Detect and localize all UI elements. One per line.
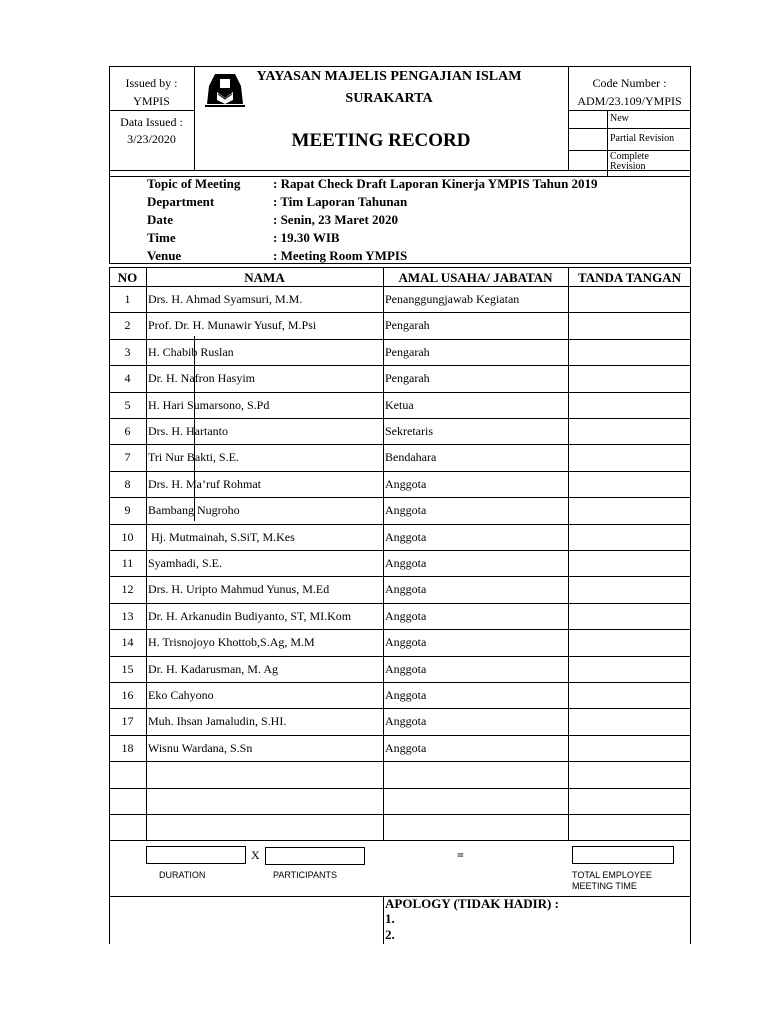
issued-by-value: YMPIS <box>133 94 170 108</box>
cell-no: 3 <box>124 344 131 359</box>
cell-signature[interactable] <box>569 815 689 839</box>
participants-input[interactable] <box>265 847 365 865</box>
date-issued-label: Data Issued : <box>120 115 183 129</box>
cell-signature[interactable] <box>569 287 689 311</box>
cell-nama: Bambang Nugroho <box>148 503 240 518</box>
table-row <box>109 550 691 576</box>
table-row <box>109 524 691 550</box>
cell-signature[interactable] <box>569 445 689 469</box>
cell-signature[interactable] <box>569 604 689 628</box>
times-sign: X <box>251 848 260 862</box>
col-header-jabatan: AMAL USAHA/ JABATAN <box>398 270 553 285</box>
cell-jabatan: Penanggungjawab Kegiatan <box>385 292 520 306</box>
cell-signature[interactable] <box>569 736 689 760</box>
cell-jabatan: Bendahara <box>385 450 437 465</box>
apology-item-1: 1. <box>385 911 395 926</box>
col-header-nama: NAMA <box>244 270 285 285</box>
cell-nama: H. Chabib Ruslan <box>148 344 234 359</box>
cell-signature[interactable] <box>569 683 689 707</box>
cell-no: 1 <box>124 292 131 306</box>
cell-jabatan: Anggota <box>385 582 427 597</box>
apology-title: APOLOGY (TIDAK HADIR) : <box>385 896 559 911</box>
cell-signature[interactable] <box>569 313 689 337</box>
table-row <box>109 312 691 338</box>
equals-sign: = <box>457 848 464 862</box>
code-number-value: ADM/23.109/YMPIS <box>577 94 682 108</box>
meeting-record-form: Issued by : YMPIS Data Issued : 3/23/2020 YAYASAN MAJELIS PENGAJIAN ISLAM SURAKARTA MEETING RECORD Code Number : ADM/23.109/YMPIS New Partial Revision Complete Revision Topic of Meeting : Rapat Check Draft Laporan Kinerja YMPIS Tahun 2019 Department : Tim Laporan Tahunan Date : Senin, 23 Maret 2020 Time : 19.30 WIB Venue : Meeting Room YMPIS NO NAMA AMAL USAHA/ JABATAN TANDA TANGAN 1 Drs. H. Ahmad Syamsuri, M.M. Penanggungjawab Kegiatan 2 Prof. Dr. H. Munawir Yusuf, M.Psi Pengarah 3 H. Chabib Ruslan Pengarah 4 Dr. H. Nafron Hasyim Pengarah 5 H. Hari Sumarsono, S.Pd Ketua 6 Drs. H. Hartanto Sekretaris 7 Tri Nur Bakti, S.E. Bendahara 8 Drs. H. Ma’ruf Rohmat Anggota 9 Bambang Nugroho Anggota 10 Hj. Mutmainah, S.SiT, M.Kes Anggota 11 Syamhadi, S.E. Anggota 12 Drs. H. Uripto Mahmud Yunus, M.Ed Anggota 13 Dr. H. Arkanudin Budiyanto, ST, MI.Kom Anggota 14 H. Trisnojoyo Khottob,S.Ag, M.M Anggota 15 Dr. H. Kadarusman, M. Ag Anggota 16 Eko Cahyono Anggota 17 Muh. Ihsan Jamaludin, S.HI. Anggota 18 Wisnu Wardana, S.Sn Anggota X = DURATION PARTICIPANTS TOTAL EMPLOYEE MEETING TIME APOLOGY (TIDAK HADIR) : 1. 2. <box>109 66 691 944</box>
cell-signature[interactable] <box>569 340 689 364</box>
total-meeting-time-input[interactable] <box>572 846 674 864</box>
cell-no: 6 <box>124 424 131 438</box>
table-row <box>109 392 691 418</box>
cell-jabatan: Anggota <box>385 714 427 729</box>
table-row <box>109 656 691 682</box>
table-row <box>109 735 691 761</box>
cell-no: 11 <box>121 556 134 570</box>
cell-signature[interactable] <box>569 498 689 522</box>
cell-jabatan: Sekretaris <box>385 424 433 438</box>
cell-nama: Drs. H. Uripto Mahmud Yunus, M.Ed <box>148 582 330 597</box>
table-row <box>109 814 691 840</box>
table-row <box>109 286 691 312</box>
cell-nama: Drs. H. Ma’ruf Rohmat <box>148 476 261 491</box>
cell-jabatan: Anggota <box>385 740 427 755</box>
cell-signature[interactable] <box>569 657 689 681</box>
cell-nama: Hj. Mutmainah, S.SiT, M.Kes <box>148 529 295 544</box>
cell-signature[interactable] <box>569 472 689 496</box>
cell-nama: Syamhadi, S.E. <box>148 556 222 570</box>
cell-jabatan: Anggota <box>385 688 427 702</box>
cell-no: 13 <box>121 608 134 623</box>
cell-no: 17 <box>121 714 134 729</box>
table-row <box>109 788 691 814</box>
cell-signature[interactable] <box>569 525 689 549</box>
revision-complete: Complete Revision <box>610 151 649 172</box>
table-row <box>109 471 691 497</box>
issued-by-label: Issued by : <box>125 76 178 90</box>
cell-jabatan: Pengarah <box>385 371 430 386</box>
col-header-no: NO <box>117 270 138 285</box>
table-row <box>109 339 691 365</box>
scan-artifact-line <box>194 336 195 521</box>
cell-nama: Muh. Ihsan Jamaludin, S.HI. <box>148 714 287 729</box>
org-name-line1: YAYASAN MAJELIS PENGAJIAN ISLAM <box>256 69 522 84</box>
revision-new: New <box>610 113 629 124</box>
cell-signature[interactable] <box>569 419 689 443</box>
col-header-tanda-tangan: TANDA TANGAN <box>578 270 681 285</box>
cell-no: 8 <box>124 476 131 491</box>
cell-jabatan: Ketua <box>385 397 414 412</box>
cell-nama: Dr. H. Arkanudin Budiyanto, ST, MI.Kom <box>148 608 352 623</box>
revision-partial: Partial Revision <box>610 133 675 144</box>
cell-jabatan: Anggota <box>385 635 427 650</box>
table-row <box>109 365 691 391</box>
table-row <box>109 444 691 470</box>
cell-nama: Prof. Dr. H. Munawir Yusuf, M.Psi <box>148 318 317 333</box>
cell-signature[interactable] <box>569 577 689 601</box>
cell-no: 16 <box>121 688 134 702</box>
cell-nama: Wisnu Wardana, S.Sn <box>148 740 253 755</box>
date-issued-value: 3/23/2020 <box>127 132 176 146</box>
cell-no: 14 <box>121 635 134 650</box>
cell-nama: Dr. H. Kadarusman, M. Ag <box>148 661 278 676</box>
cell-no: 9 <box>124 503 131 518</box>
table-row <box>109 682 691 708</box>
cell-nama: Eko Cahyono <box>148 688 214 702</box>
table-row <box>109 576 691 602</box>
code-number-label: Code Number : <box>592 76 667 90</box>
duration-input[interactable] <box>146 846 246 864</box>
cell-jabatan: Anggota <box>385 529 427 544</box>
cell-jabatan: Pengarah <box>385 344 430 359</box>
cell-no: 15 <box>121 661 134 676</box>
cell-jabatan: Anggota <box>385 476 427 491</box>
cell-jabatan: Anggota <box>385 608 427 623</box>
cell-no: 4 <box>124 371 131 386</box>
cell-signature[interactable] <box>569 393 689 417</box>
cell-no: 12 <box>121 582 134 597</box>
table-row <box>109 603 691 629</box>
cell-nama: Dr. H. Nafron Hasyim <box>148 371 255 386</box>
cell-signature[interactable] <box>569 630 689 654</box>
duration-label: DURATION <box>159 870 206 880</box>
cell-nama: H. Hari Sumarsono, S.Pd <box>148 397 270 412</box>
total-meeting-time-label: TOTAL EMPLOYEE MEETING TIME <box>572 870 652 891</box>
cell-no: 5 <box>124 397 131 412</box>
table-row <box>109 761 691 787</box>
apology-item-2: 2. <box>385 927 395 942</box>
cell-no: 18 <box>121 740 134 755</box>
table-row <box>109 629 691 655</box>
cell-jabatan: Pengarah <box>385 318 430 333</box>
cell-jabatan: Anggota <box>385 556 427 570</box>
cell-no: 10 <box>121 529 134 544</box>
cell-signature[interactable] <box>569 762 689 786</box>
cell-jabatan: Anggota <box>385 503 427 518</box>
participants-label: PARTICIPANTS <box>273 870 338 880</box>
cell-nama: Drs. H. Ahmad Syamsuri, M.M. <box>148 292 303 306</box>
cell-signature[interactable] <box>569 366 689 390</box>
cell-jabatan: Anggota <box>385 661 427 676</box>
cell-nama: Tri Nur Bakti, S.E. <box>148 450 239 465</box>
cell-nama: H. Trisnojoyo Khottob,S.Ag, M.M <box>148 635 315 650</box>
cell-no: 7 <box>124 450 131 465</box>
org-name-line2: SURAKARTA <box>345 91 433 106</box>
cell-signature[interactable] <box>569 551 689 575</box>
cell-signature[interactable] <box>569 789 689 813</box>
table-row <box>109 708 691 734</box>
page-title: MEETING RECORD <box>291 130 471 151</box>
table-row <box>109 497 691 523</box>
cell-nama: Drs. H. Hartanto <box>148 424 228 438</box>
table-row <box>109 418 691 444</box>
cell-no: 2 <box>124 318 131 333</box>
cell-signature[interactable] <box>569 709 689 733</box>
